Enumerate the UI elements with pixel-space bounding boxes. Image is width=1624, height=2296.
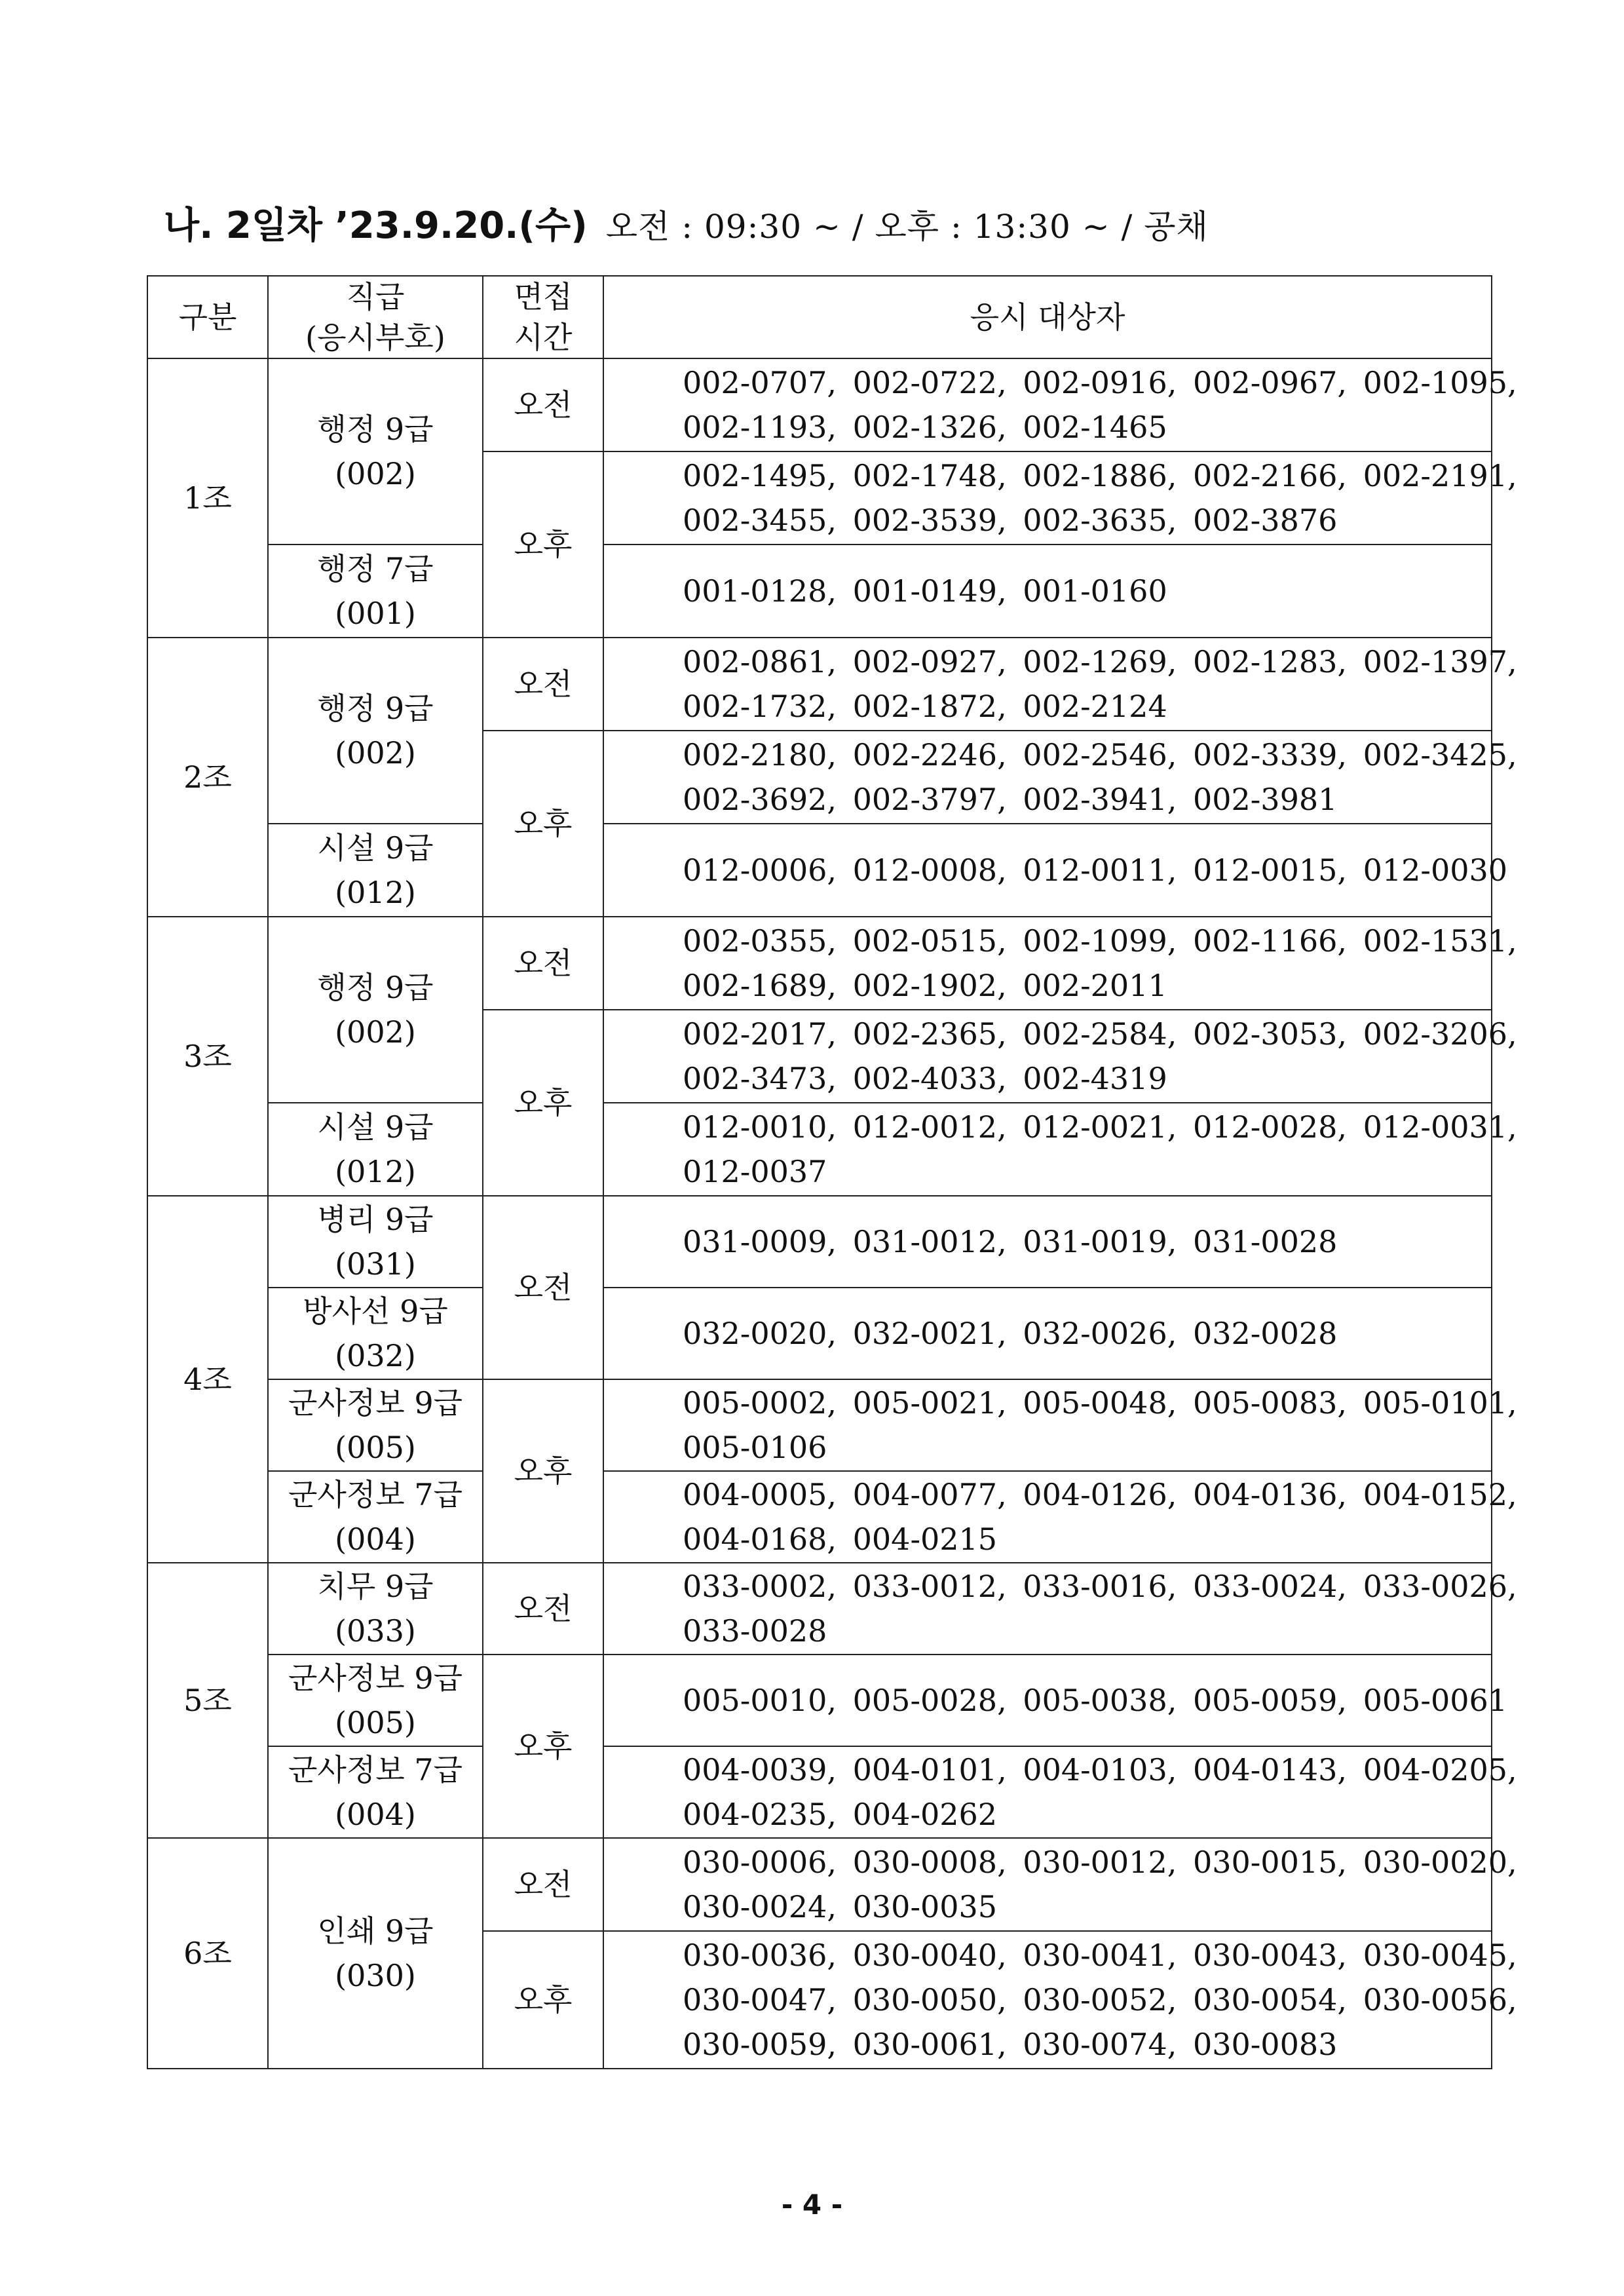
grade-cell: 행정 7급 (001) — [268, 545, 483, 638]
table-row — [147, 1563, 1492, 1655]
table-row — [147, 638, 1492, 731]
table-row — [147, 1838, 1492, 1931]
header-grade: 직급 (응시부호) — [268, 276, 483, 358]
candidates-cell: 031-0009, 031-0012, 031-0019, 031-0028 — [603, 1196, 1492, 1288]
group-label: 2조 — [147, 638, 268, 917]
table-row — [147, 1471, 1492, 1563]
header-group: 구분 — [147, 276, 268, 358]
table-row — [147, 824, 1492, 917]
grade-cell: 인쇄 9급 (030) — [268, 1838, 483, 2069]
candidates-cell: 002-1495, 002-1748, 002-1886, 002-2166, 002-2191, 002-3455, 002-3539, 002-3635, 002-3876 — [603, 451, 1492, 545]
grade-cell: 군사정보 9급 (005) — [268, 1655, 483, 1746]
page-number: - 4 - — [781, 2189, 843, 2221]
grade-cell: 행정 9급 (002) — [268, 358, 483, 545]
candidates-cell: 005-0002, 005-0021, 005-0048, 005-0083, 005-0101, 005-0106 — [603, 1379, 1492, 1471]
table-row — [147, 1196, 1492, 1288]
table-row — [147, 1746, 1492, 1838]
grade-cell: 행정 9급 (002) — [268, 917, 483, 1103]
time-cell: 오후 — [483, 451, 603, 638]
time-cell: 오후 — [483, 1010, 603, 1196]
candidates-cell: 012-0006, 012-0008, 012-0011, 012-0015, 012-0030 — [603, 824, 1492, 917]
time-cell: 오전 — [483, 638, 603, 731]
heading-times: 오전 : 09:30 ~ / 오후 : 13:30 ~ / 공채 — [605, 208, 1209, 246]
grade-cell: 행정 9급 (002) — [268, 638, 483, 824]
candidates-cell: 002-0707, 002-0722, 002-0916, 002-0967, 002-1095, 002-1193, 002-1326, 002-1465 — [603, 358, 1492, 451]
candidates-cell: 012-0010, 012-0012, 012-0021, 012-0028, 012-0031, 012-0037 — [603, 1103, 1492, 1196]
candidates-cell: 005-0010, 005-0028, 005-0038, 005-0059, 005-0061 — [603, 1655, 1492, 1746]
table-row — [147, 545, 1492, 638]
group-label: 5조 — [147, 1563, 268, 1838]
table-row — [147, 1103, 1492, 1196]
table-header-row — [147, 276, 1492, 358]
grade-cell: 군사정보 7급 (004) — [268, 1471, 483, 1563]
grade-cell: 치무 9급 (033) — [268, 1563, 483, 1655]
time-cell: 오전 — [483, 1563, 603, 1655]
candidates-cell: 004-0039, 004-0101, 004-0103, 004-0143, 004-0205, 004-0235, 004-0262 — [603, 1746, 1492, 1838]
grade-cell: 군사정보 9급 (005) — [268, 1379, 483, 1471]
candidates-cell: 002-2017, 002-2365, 002-2584, 002-3053, 002-3206, 002-3473, 002-4033, 002-4319 — [603, 1010, 1492, 1103]
header-candidates: 응시 대상자 — [603, 276, 1492, 358]
group-label: 3조 — [147, 917, 268, 1196]
time-cell: 오전 — [483, 917, 603, 1010]
interview-schedule-table — [147, 275, 1517, 2069]
group-label: 6조 — [147, 1838, 268, 2069]
grade-cell: 방사선 9급 (032) — [268, 1288, 483, 1379]
candidates-cell: 030-0006, 030-0008, 030-0012, 030-0015, 030-0020, 030-0024, 030-0035 — [603, 1838, 1492, 1931]
candidates-cell: 030-0036, 030-0040, 030-0041, 030-0043, 030-0045, 030-0047, 030-0050, 030-0052, 030-0054, 030-0056, 030-0059, 030-0061, 030-0074, 030-0083 — [603, 1931, 1492, 2069]
grade-cell: 시설 9급 (012) — [268, 824, 483, 917]
grade-cell: 군사정보 7급 (004) — [268, 1746, 483, 1838]
time-cell: 오후 — [483, 1931, 603, 2069]
heading-date: 나. 2일차 ’23.9.20.(수) — [164, 204, 588, 247]
time-cell: 오전 — [483, 358, 603, 451]
candidates-cell: 004-0005, 004-0077, 004-0126, 004-0136, 004-0152, 004-0168, 004-0215 — [603, 1471, 1492, 1563]
grade-cell: 병리 9급 (031) — [268, 1196, 483, 1288]
time-cell: 오전 — [483, 1838, 603, 1931]
group-label: 4조 — [147, 1196, 268, 1563]
group-label: 1조 — [147, 358, 268, 638]
candidates-cell: 001-0128, 001-0149, 001-0160 — [603, 545, 1492, 638]
time-cell: 오후 — [483, 1655, 603, 1838]
candidates-cell: 002-0355, 002-0515, 002-1099, 002-1166, 002-1531, 002-1689, 002-1902, 002-2011 — [603, 917, 1492, 1010]
table-row — [147, 1655, 1492, 1746]
table-row — [147, 917, 1492, 1010]
time-cell: 오전 — [483, 1196, 603, 1379]
section-heading — [164, 197, 1209, 256]
header-time: 면접 시간 — [483, 276, 603, 358]
table-row — [147, 1379, 1492, 1471]
candidates-cell: 002-0861, 002-0927, 002-1269, 002-1283, 002-1397, 002-1732, 002-1872, 002-2124 — [603, 638, 1492, 731]
time-cell: 오후 — [483, 731, 603, 917]
time-cell: 오후 — [483, 1379, 603, 1563]
candidates-cell: 033-0002, 033-0012, 033-0016, 033-0024, 033-0026, 033-0028 — [603, 1563, 1492, 1655]
table-row — [147, 1288, 1492, 1379]
candidates-cell: 002-2180, 002-2246, 002-2546, 002-3339, 002-3425, 002-3692, 002-3797, 002-3941, 002-3981 — [603, 731, 1492, 824]
grade-cell: 시설 9급 (012) — [268, 1103, 483, 1196]
table-row — [147, 358, 1492, 451]
candidates-cell: 032-0020, 032-0021, 032-0026, 032-0028 — [603, 1288, 1492, 1379]
